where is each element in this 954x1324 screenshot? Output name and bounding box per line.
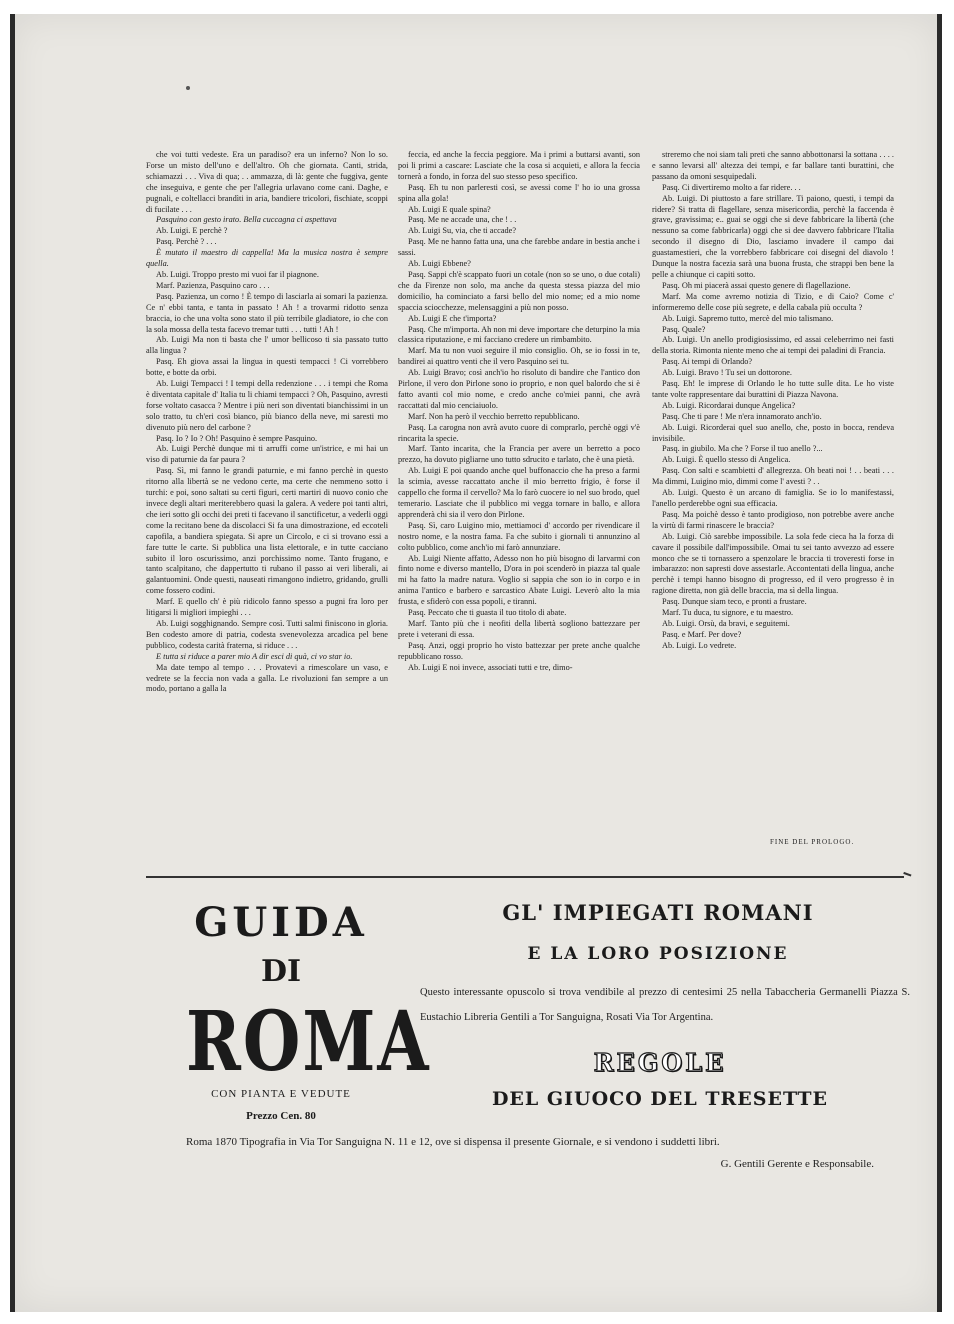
impiegati-title: GL' IMPIEGATI ROMANI: [502, 900, 814, 925]
paragraph: Ab. Luigi E che t'importa?: [408, 313, 497, 323]
guida-di: DI: [260, 954, 302, 989]
paragraph: Ab. Luigi Su, via, che ti accade?: [408, 226, 517, 236]
paragraph: Ab. Luigi Perchè dunque mi ti arruffi come un'istrice, e mi hai un viso di paturnie da far paura ?: [146, 444, 388, 465]
paragraph: Ab. Luigi Ebbene?: [408, 259, 471, 269]
paragraph: Pasq. Eh tu non parleresti così, se avessi come l' ho io una grossa spina alla gola!: [398, 182, 640, 203]
paragraph: Pasq. Peccato che ti guasta il tuo titolo di abate.: [408, 608, 567, 618]
verse: È mutato il maestro di cappella! Ma la musica nostra è sempre quella.: [146, 248, 388, 269]
paragraph: Pasq. Eh! le imprese di Orlando le ho tutte sulle dita. Le ho viste tante volte rappresentare dai burattini di Piazza Navona.: [652, 379, 894, 399]
end-of-prologue: FINE DEL PROLOGO.: [770, 838, 855, 846]
paragraph: Pasquino con gesto irato. Bella cuccagna ci aspettava: [156, 215, 337, 225]
paragraph: Ab. Luigi Bravo; così anch'io ho risoluto di bandire che l'antico don Pirlone, il vero don Pirlone sono io proprio, e non quel balordo che si è fatto avanti col mio nome, e credo anche co'miei panni, che avrà raccattati dal mio cenciaiuolo.: [398, 368, 640, 410]
paragraph: Pasq. Ai tempi di Orlando?: [662, 357, 753, 367]
paragraph: Marf. Tu duca, tu signore, e tu maestro.: [662, 608, 794, 618]
guida-price: Prezzo Cen. 80: [246, 1110, 316, 1122]
paragraph: Ab. Luigi. È quello stesso di Angelica.: [662, 455, 791, 465]
paragraph: Ab. Luigi E quale spina?: [408, 204, 491, 214]
paragraph: Ab. Luigi. Ricordarai dunque Angelica?: [662, 400, 796, 410]
printer-imprint: Roma 1870 Tipografia in Via Tor Sanguigna N. 11 e 12, ove si dispensa il presente Giornale, e si vendono i suddetti libri.: [186, 1136, 720, 1148]
paragraph: Ab. Luigi. Un anello prodigiosissimo, ed assai celeberrimo nei fasti della storia. Rimonta niente meno che ai tempi dei paladini di Francia.: [652, 335, 894, 356]
paragraph: Ab. Luigi. Di piuttosto a fare strillare. Ti paiono, questi, i tempi da ridere? Si tratta di flagellare, senza misericordia, perchè la faccenda è grave, gravissima; e.. guai se oggi che si deve fabbricare la libertà (che nessuno sa come fabbricarla) oggi che si dee davvero fabbricare l'Italia secondo il disegno di Dio, lasciamo invadere il campo dai guastamestieri, che la vorrebbero fabbricare coi disegni del diavolo ! Dunque la nostra facezia sarà una buona frusta, che strappi ben bene la pelle a chiunque ci capiti sotto.: [652, 193, 894, 279]
paragraph: Pasq. Me ne hanno fatta una, una che farebbe andare in bestia anche i sassi.: [398, 237, 640, 258]
paragraph: Pasq. Perchè ? . . .: [156, 237, 217, 247]
article-column-3: [652, 150, 894, 652]
paragraph: Marf. Ma tu non vuoi seguire il mio consiglio. Oh, se io fossi in te, bandirei ai quattro venti che il vero Pasquino sei tu.: [398, 346, 640, 367]
paragraph: Pasq. Io ? Io ? Oh! Pasquino è sempre Pasquino.: [156, 433, 318, 443]
paragraph: Ab. Luigi Ma non ti basta che l' umor bellicoso ti sia passato tutto alla lingua ?: [146, 335, 388, 356]
paragraph: feccia, ed anche la feccia peggiore. Ma i primi a buttarsi avanti, son poi li primi a cascare: Lasciate che la cosa si acquieti, e allora la feccia tornerà a fondo, in forza del suo stesso peso specifico.: [398, 150, 640, 181]
impiegati-description: Questo interessante opuscolo si trova vendibile al prezzo di centesimi 25 nella Tabaccheria Germanelli Piazza S. Eustachio Libreria Gentili a Tor Sanguigna, Rosati Via Tor Argentina.: [420, 987, 910, 1023]
guida-roma: ROMA: [186, 992, 431, 1090]
paragraph: Marf. Tanto più che i neofiti della libertà sogliono battezzare per prete i veterani di essa.: [398, 618, 640, 639]
paragraph: Pasq. e Marf. Per dove?: [662, 629, 742, 639]
section-divider: [146, 876, 904, 878]
paragraph: Ab. Luigi. Bravo ! Tu sei un dottorone.: [662, 368, 792, 378]
paragraph: Pasq. Con salti e scambietti d' allegrezza. Oh beati noi ! . . beati . . . Ma dimmi, Luigino mio, dimmi come l' avesti ? . .: [652, 466, 894, 487]
paragraph: che voi tutti vedeste. Era un paradiso? era un inferno? Non lo so. Forse un misto dell'uno e dell'altro. Oh che giornata. Canti, strida, schiamazzi . . . Viva di qua; . . ammazza, di là: gente che fuggiva, gente che inseguiva, e gente che per l'allegria urlavano come cani. Daghe, e pugnali, e coltellacci brandìti in aria, bandiere tricolori, fischiate, scoppi di fucilate . . .: [146, 150, 388, 214]
guida-subtitle: CON PIANTA E VEDUTE: [211, 1088, 351, 1100]
paragraph: Ab. Luigi E noi invece, associati tutti e tre, dimo-: [408, 662, 573, 672]
paragraph: Ab. Luigi. Questo è un arcano di famiglia. Se io lo manifestassi, l'anello perderebbe ogni sua efficacia.: [652, 488, 894, 508]
paragraph: Ab. Luigi. Orsù, da bravi, e seguitemi.: [662, 618, 790, 628]
paragraph: Pasq. Oh mi piacerà assai questo genere di flagellazione.: [662, 280, 851, 290]
paragraph: Pasq. Pazienza, un corno ! È tempo di lasciarla ai somari la pazienza. Ce n' ebbi tanta, e tanta in passato ! Ah ! a trovarmi ridotto senza braccia, io che una volta sono stato il più terribile gladiatore, io che con la sola mossa della testa facevo tremar tutti . . . tutti ! Ah !: [146, 291, 388, 334]
paragraph: Marf. Pazienza, Pasquino caro . . .: [156, 280, 270, 290]
paragraph: Ab. Luigi. Lo vedrete.: [662, 640, 737, 650]
paragraph: Ab. Luigi. Troppo presto mi vuoi far il piagnone.: [156, 269, 319, 279]
paragraph: Ab. Luigi E poi quando anche quel buffonaccio che ha preso a farmi la scimia, avesse raccattato anche il mio berretto frigio, è forse il cappello che forma il cervello? Ma lo farò cuocere io nel suo brodo, quel temerario. Lasciate che il pubblico mi vegga tornare in ballo, e allora apprenderà chi sia il vero don Pirlone.: [398, 466, 640, 519]
paragraph: Ab. Luigi. Ciò sarebbe impossibile. La sola fede cieca ha la forza di cavare il possibile dall'impossibile. Omai tu sei tanto avvezzo ad essere monco che se ti tornassero a spenzolare le braccia ti troveresti forse in imbarazzo: non sapresti dove assestarle. Accontentati della lingua, anche perchè i tempi hanno bisogno di progresso, ed il vero progresso è in ragione diretta, non già delle braccia, ma sì della lingua.: [652, 531, 894, 596]
paragraph: Marf. Ma come avremo notizia di Tizio, e di Caio? Come c' informeremo delle cose più segrete, e della cabala più occulta ?: [652, 291, 894, 312]
guida-title: GUIDA: [194, 899, 368, 946]
paragraph: Pasq. Ci divertiremo molto a far ridere. . .: [662, 182, 801, 192]
paragraph: Marf. Non ha però il vecchio berretto repubblicano.: [408, 411, 580, 421]
paragraph: Pasq. La carogna non avrà avuto cuore di comprarlo, perchè oggi v'è rincarita la specie.: [398, 422, 640, 443]
paragraph: Ma date tempo al tempo . . . Provatevi a rimescolare un vaso, e vedrete se la feccia non vada a galla. Le rivoluzioni fan sempre a un modo, portano a galla la: [146, 662, 388, 694]
paragraph: Pasq. Sappi ch'è scappato fuori un cotale (non so se uno, o due cotali) che da Firenze non solo, ma anche da questa stessa piazza del mio domicilio, ha cominciato a farsi bello del mio nome; ed a mio nome spaccia sciocchezze, melensaggini a più non posso.: [398, 269, 640, 312]
paragraph: Ab. Luigi Niente affatto, Adesso non ho più bisogno di larvarmi con finto nome e diverso mantello, D'ora in poi scenderò in piazza tal quale mi ha fatto la madre natura. Voglio si sappia che son io in corpo e in anima l'antico e barbero e sarcastico Abate Luigi. Leverò alto la mia frusta, e sfiderò con essa popoli, e tiranni.: [398, 553, 640, 607]
impiegati-subtitle: E LA LORO POSIZIONE: [527, 944, 789, 964]
article-column-1: [146, 150, 388, 695]
paragraph: Pasq. Quale?: [662, 324, 706, 334]
paragraph: Pasq. Che m'importa. Ah non mi deve importare che deturpino la mia classica riputazione, e mi facciano credere un rimbambito.: [398, 324, 640, 345]
paragraph: Ab. Luigi. E perchè ?: [156, 226, 228, 236]
paragraph: Pasq. Ma poichè desso è tanto prodigioso, non potrebbe avere anche la virtù di farmi rinascere le braccia?: [652, 509, 894, 530]
paragraph: Pasq. Me ne accade una, che ! . .: [408, 215, 517, 225]
paragraph: streremo che noi siam tali preti che sanno abbottonarsi la sottana . . . . e sanno levarsi all' altezza dei tempi, e far ballare tanti burattini, che passano da omoni sesquipedali.: [652, 150, 894, 181]
paragraph: Pasq. Che ti pare ! Me n'era innamorato anch'io.: [662, 411, 822, 421]
verse: E tutta si riduce a parer mio A dir esci di quà, ci vo star io.: [156, 651, 353, 661]
paragraph: Pasq. Eh giova assai la lingua in questi tempacci ! Ci vorrebbero botte, e botte da orbi.: [146, 357, 388, 378]
paragraph: Pasq. in giubilo. Ma che ? Forse il tuo anello ?...: [662, 444, 823, 454]
newspaper-page: [10, 14, 942, 1312]
responsible-manager: G. Gentili Gerente e Responsabile.: [720, 1158, 874, 1170]
paragraph: Ab. Luigi sogghignando. Sempre così. Tutti salmi finiscono in gloria. Ben codesto amore di patria, codesta svenevolezza arcadica pel bene pubblico, codesta carità fraterna, si riduce . . .: [146, 618, 388, 650]
article-column-2: [398, 150, 640, 674]
paragraph: Pasq. Anzi, oggi proprio ho visto battezzar per prete anche qualche repubblicano rosso.: [398, 640, 640, 661]
paragraph: Marf. E quello ch' è più ridicolo fanno spesso a pugni fra loro per litigarsi li migliori impieghi . . .: [146, 597, 388, 618]
paragraph: Pasq. Sì, caro Luigino mio, mettiamoci d' accordo per rivendicare il nostro nome, e la nostra fama. Fa che subito i giornali ti annunzino al colto pubblico, come anch'io mi farò annunziare.: [398, 520, 640, 552]
guida-di-roma-ad: [186, 899, 431, 1122]
paragraph: Ab. Luigi Tempacci ! I tempi della redenzione . . . i tempi che Roma è diventata capitale d' Italia tu li chiami tempacci ? Oh, Pasquino, avresti forse voltato casacca ? Mentre i più neri son diventati bianchissimi in un solo tratto, tu ch'eri così bianco, più bianco della neve, mi saresti mo divenuto più nero del carbone ?: [146, 379, 388, 432]
paragraph: Ab. Luigi. Sapremo tutto, mercè del mio talismano.: [662, 313, 834, 323]
paragraph: Pasq. Dunque siam teco, e pronti a frustare.: [662, 597, 807, 607]
paragraph: Pasq. Sì, mi fanno le grandi paturnie, e mi fanno perchè in questo ritorno alla libertà se ne vedono certe, ma certe che nemmeno sotto i turchi: e poi, sono saltati su certi figuri, certi martiri di nuovo conio che invece degli altari meriterebbero quasi la galera. A vedere poi tanti altri, che ieri sotto gli occhi dei preti ti facevano il sanctificetur, a vederli oggi come la recitano bene da discolacci Si fa una dimostrazione, ed eccoteli capofila, a bandiera spiegata. Si apre un Circolo, e ci si trovano essi a fare tutte le carte. Si pubblica una lista elettorale, e in tutte cacciano subito il loro oscurissimo, anzi porchissimo nome. Tanto frugano, e tanto scalpitano, che dappertutto ti rubano il passo ai veri liberali, ai galantuomini. Onde questi, nauseati rimangono indietro, gridando, grulli come fossero codini.: [146, 466, 388, 596]
regole-title: REGOLE: [593, 1048, 727, 1077]
paragraph: Marf. Tanto incarita, che la Francia per avere un berretto a poco prezzo, ha dovuto pigliarne uno tutto sdrucito e tarlato, che è una pietà.: [398, 444, 640, 465]
regole-subtitle: DEL GIUOCO DEL TRESETTE: [491, 1088, 829, 1110]
paragraph: Ab. Luigi. Ricorderai quel suo anello, che, posto in bocca, rendeva invisibile.: [652, 422, 894, 443]
ink-dot: [186, 86, 190, 90]
